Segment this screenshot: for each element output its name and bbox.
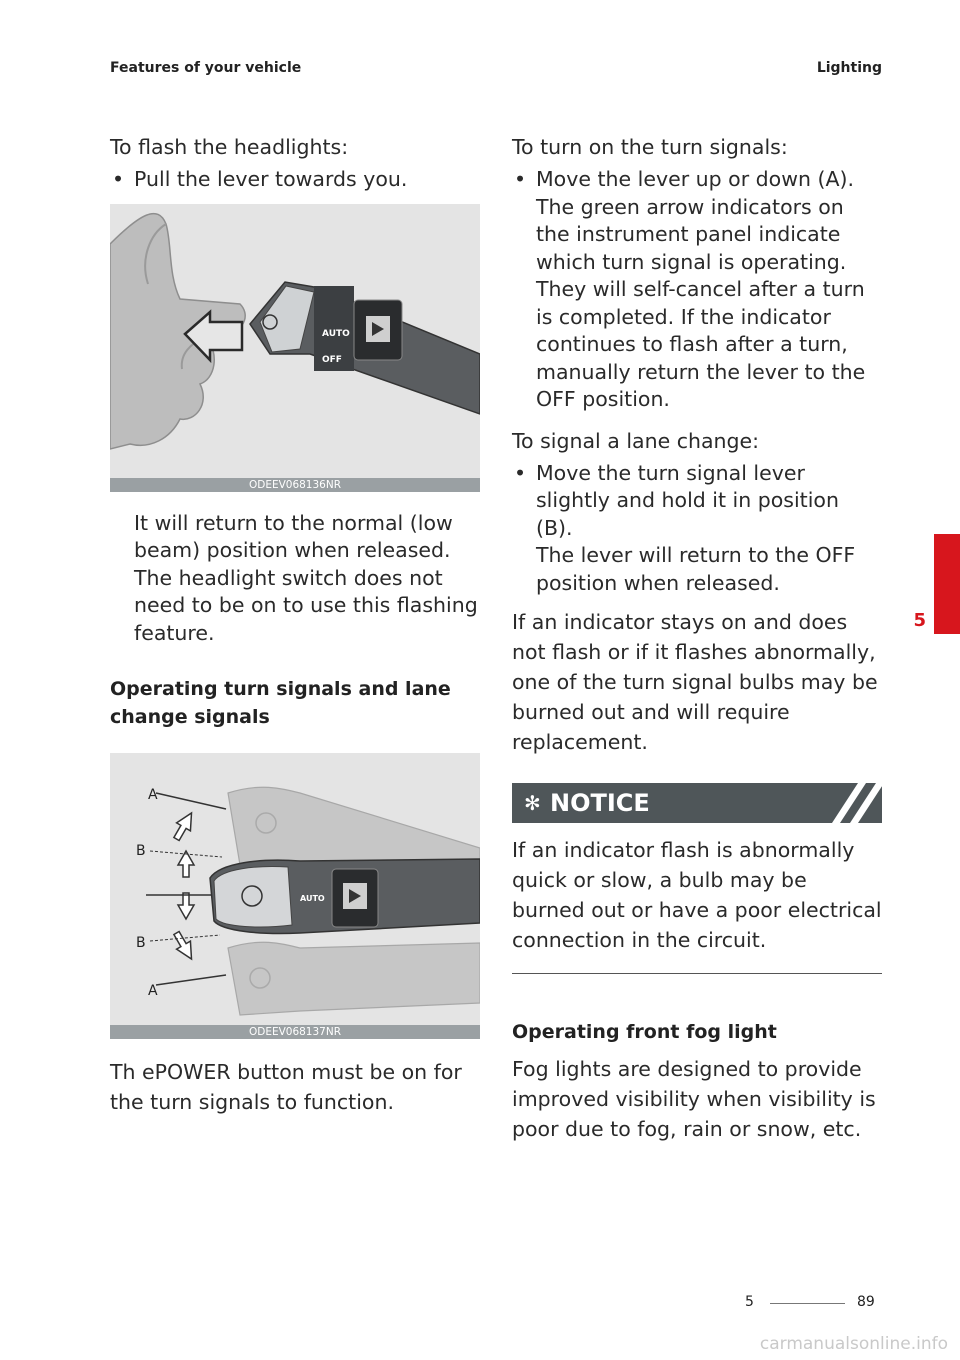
right-column (512, 132, 882, 1144)
turn-signal-figure (110, 753, 480, 1039)
section-tab (934, 534, 960, 634)
footer-divider (770, 1303, 845, 1304)
label-a-top: A (148, 787, 158, 803)
running-header-right: Lighting (816, 60, 882, 76)
headlight-flash-figure (110, 204, 480, 492)
figure-caption: ODEEV068136NR (110, 478, 480, 492)
turn-indicator-note: The green arrow indicators on the instrument panel indicate which turn signal is operating. (536, 194, 847, 274)
notice-divider (512, 973, 882, 974)
turn-bullet (512, 166, 882, 194)
flash-bullet (110, 166, 480, 194)
indicator-warning: If an indicator stays on and does not flash or if it flashes abnormally, one of the turn signal bulbs may be burned out and will require replacement. (512, 610, 878, 754)
turn-title: To turn on the turn signals: (512, 135, 788, 159)
fog-text: Fog lights are designed to provide improved visibility when visibility is poor due to fog, rain or snow, etc. (512, 1057, 876, 1141)
footer-section: 5 (745, 1294, 754, 1310)
lever-auto-marking: AUTO (322, 328, 350, 339)
lane-title: To signal a lane change: (512, 428, 760, 453)
fog-heading: Operating front fog light (512, 1021, 777, 1043)
lever-auto-marking: AUTO (300, 894, 325, 903)
notice-title: NOTICE (550, 789, 650, 817)
hand-pulling-lever-illustration (110, 204, 480, 478)
bullet-dot-icon: • (514, 167, 527, 191)
notice-banner (512, 783, 882, 823)
lever-off-marking: OFF (322, 354, 342, 365)
turn-bullet-text: Move the lever up or down (A). (536, 167, 855, 191)
epower-note: Th ePOWER button must be on for the turn signals to function. (110, 1060, 462, 1114)
notice-text: If an indicator flash is abnormally quick or slow, a bulb may be burned out or have a poor electrical connection in the circuit. (512, 838, 882, 952)
bullet-dot-icon: • (514, 460, 527, 485)
left-column (110, 132, 480, 1117)
label-b-top: B (136, 843, 146, 859)
turn-signals-heading: Operating turn signals and lane change signals (110, 678, 451, 728)
label-a-bottom: A (148, 983, 158, 999)
flash-bullet-text: Pull the lever towards you. (134, 167, 408, 191)
flash-title: To flash the headlights: (110, 135, 349, 159)
watermark: carmanualsonline.info (759, 1334, 948, 1354)
notice-star-icon: ✻ (524, 791, 541, 815)
flash-note: It will return to the normal (low beam) position when released. The headlight switch does not need to be on to use this flashing feature. (134, 510, 478, 645)
turn-cancel-note: They will self-cancel after a turn is completed. If the indicator continues to flash after a turn, manually return the lever to the OFF position. (536, 277, 866, 411)
label-b-bottom: B (136, 935, 146, 951)
figure-caption: ODEEV068137NR (110, 1025, 480, 1039)
running-header-left: Features of your vehicle (110, 60, 302, 76)
lane-return-note: The lever will return to the OFF position when released. (536, 543, 856, 595)
notice-stripes-icon (822, 783, 882, 823)
turn-signal-lever-illustration (110, 753, 480, 1025)
lane-bullet (512, 460, 882, 543)
footer-page-number: 89 (857, 1294, 875, 1310)
bullet-dot-icon: • (112, 167, 125, 191)
lane-bullet-text: Move the turn signal lever slightly and hold it in position (B). (536, 460, 839, 540)
section-tab-number: 5 (913, 610, 926, 631)
